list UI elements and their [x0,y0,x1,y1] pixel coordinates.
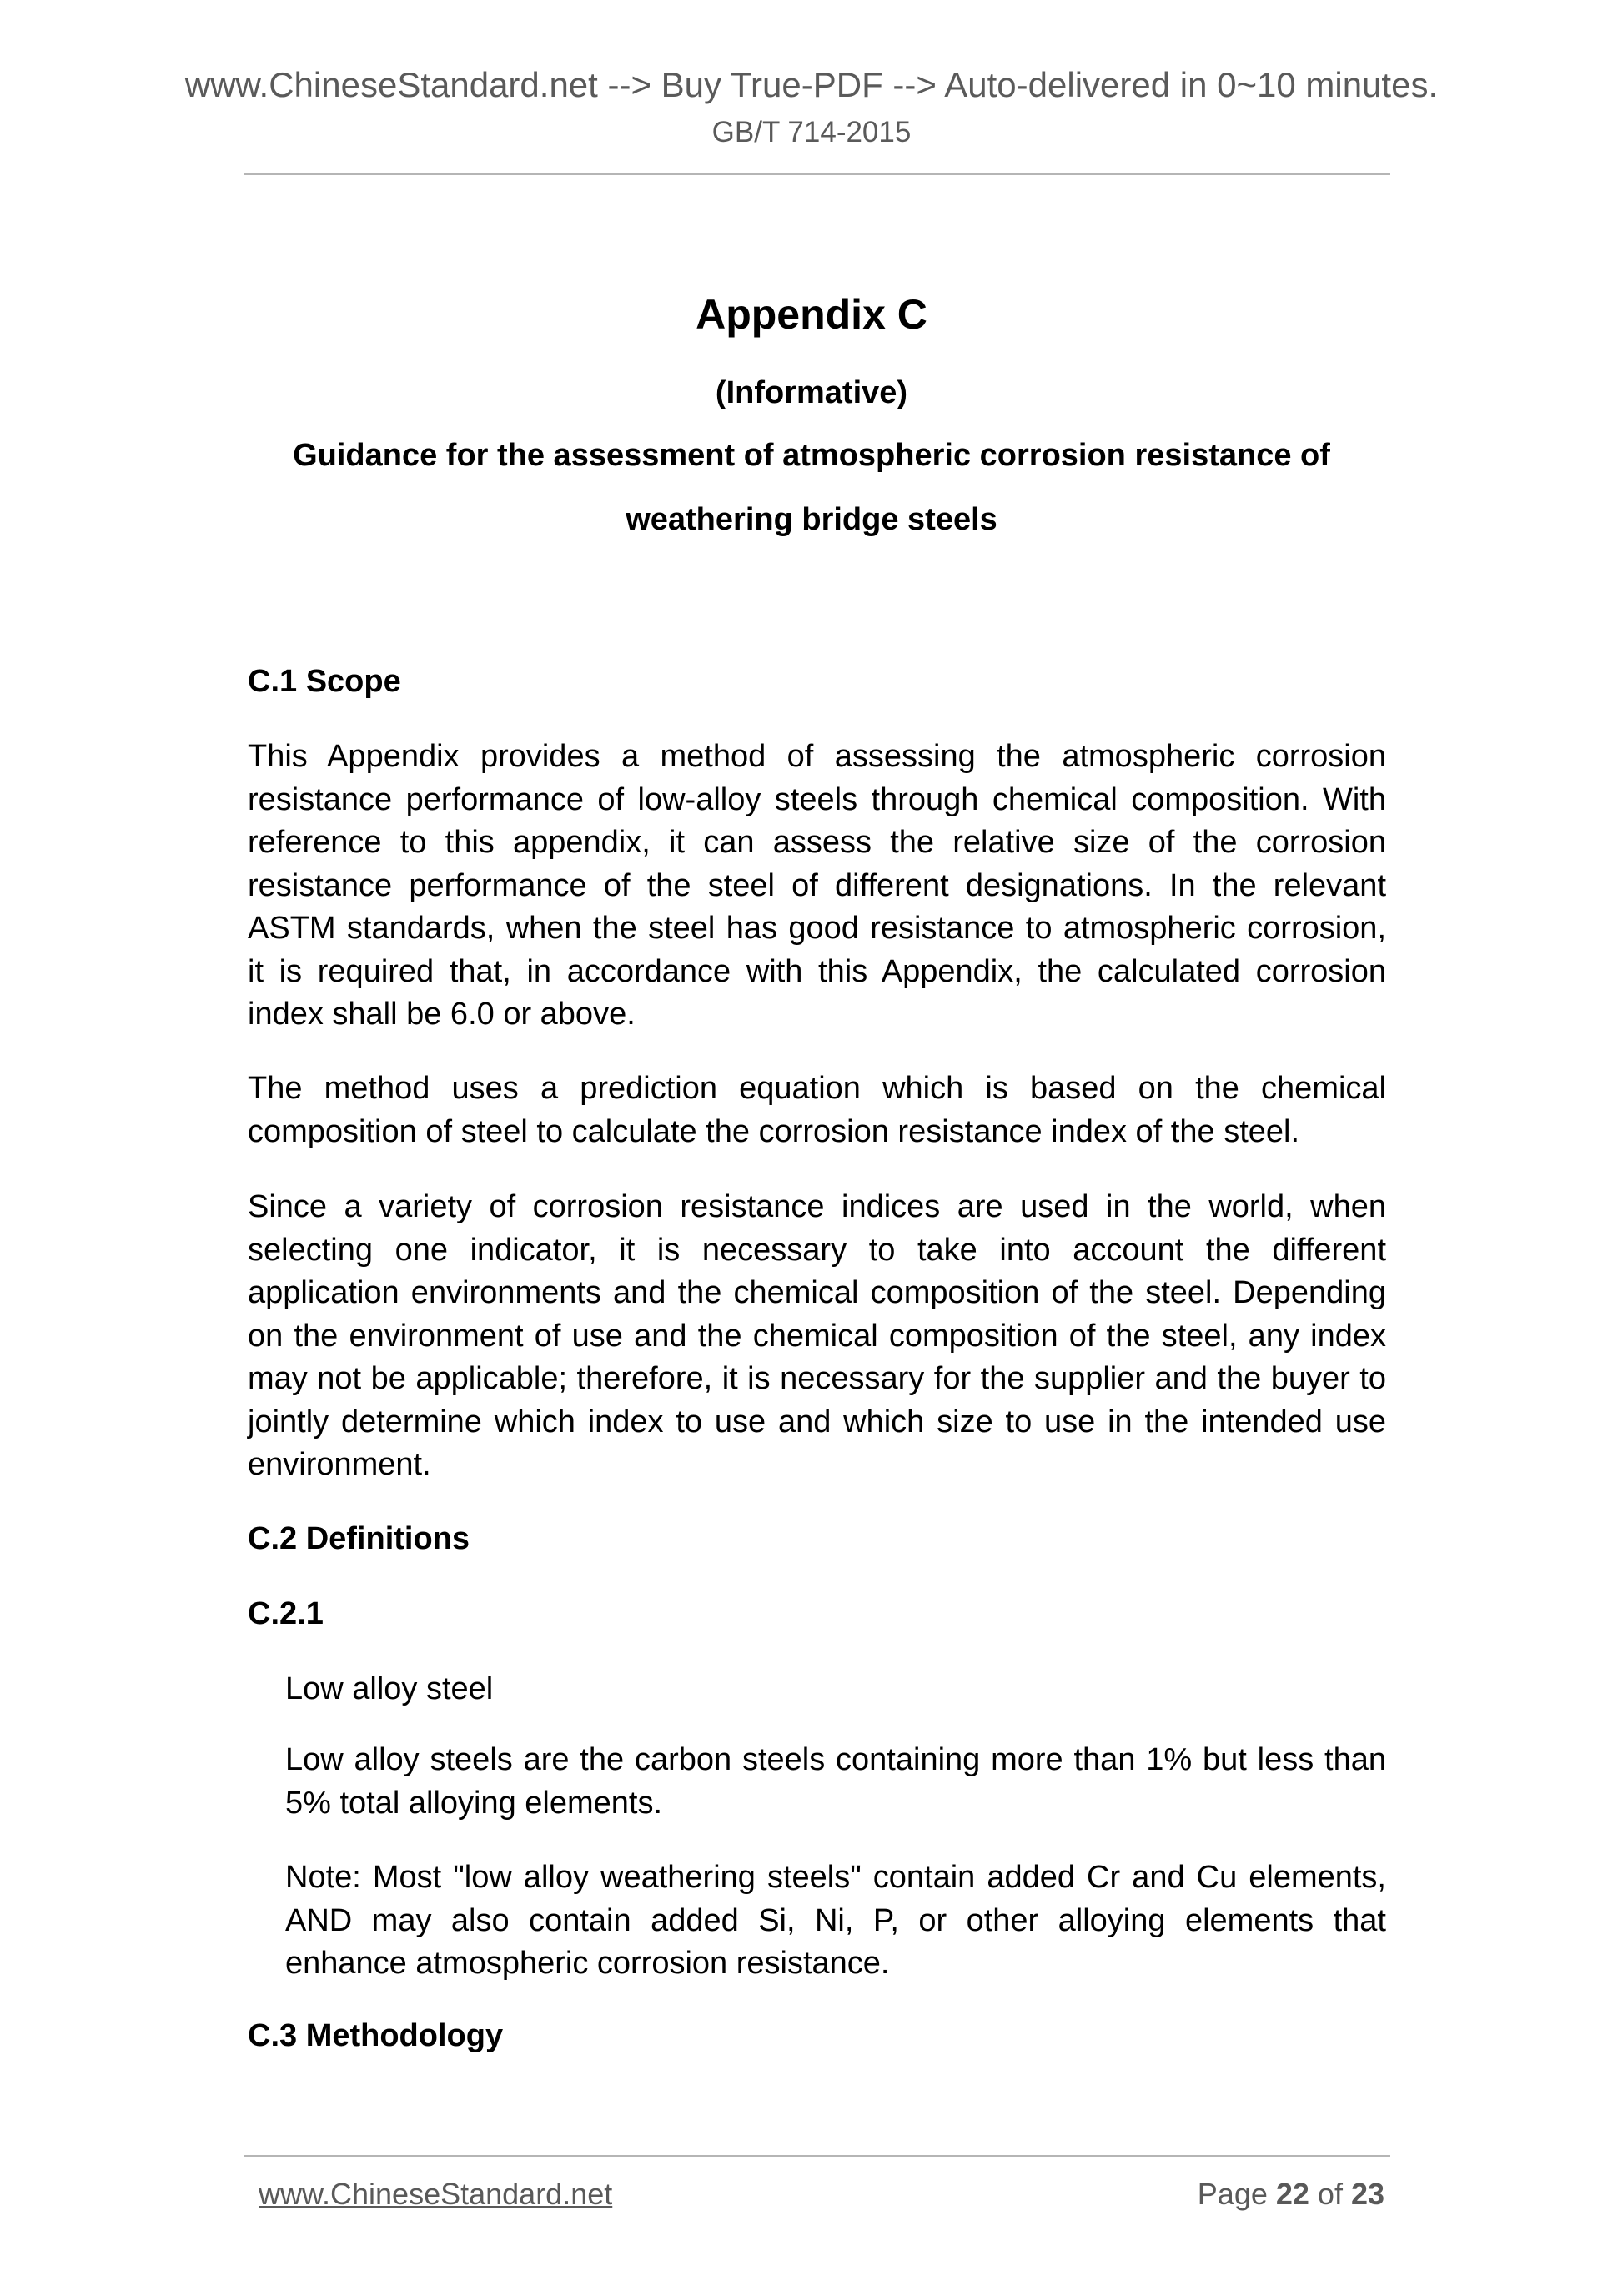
appendix-heading-line1: Guidance for the assessment of atmospheric corrosion resistance of [293,438,1330,473]
page-current: 22 [1275,2177,1309,2211]
footer-website-link[interactable]: www.ChineseStandard.net [259,2177,613,2211]
section-c1-title: C.1 Scope [248,664,401,699]
appendix-heading-line2: weathering bridge steels [626,502,997,537]
header-banner: www.ChineseStandard.net --> Buy True-PDF --> Auto-delivered in 0~10 minutes. [184,65,1439,104]
page-prefix: Page [1197,2177,1276,2211]
appendix-title: Appendix C [696,291,927,338]
section-c1-paragraph-3: Since a variety of corrosion resistance indices are used in the world, when selecting one indicator, it is necessary to take into account the different application environments and the chemical composition of the steel. Depending on the environment of use and the chemical composition of the steel, any index may not be applicable; therefore, it is necessary for the supplier and the buyer to jointly determine which index to use and which size to use in the intended use environment. [248,1189,1386,1482]
footer-divider [244,2155,1390,2157]
term-note: Note: Most "low alloy weathering steels" contain added Cr and Cu elements, AND may also contain added Si, Ni, P, or other alloying elements that enhance atmospheric corrosion resistance. [285,1860,1386,1981]
section-c2-title: C.2 Definitions [248,1521,470,1556]
term-definition: Low alloy steels are the carbon steels containing more than 1% but less than 5% total alloying elements. [285,1742,1386,1821]
section-c21-title: C.2.1 [248,1596,324,1631]
appendix-subtitle: (Informative) [715,375,908,410]
section-c3-title: C.3 Methodology [248,2018,504,2053]
page-number [1198,2177,1384,2212]
header-divider [244,173,1390,175]
section-c1-paragraph-1: This Appendix provides a method of assessing the atmospheric corrosion resistance performance of low-alloy steels through chemical composition. With reference to this appendix, it can assess the relative size of the corrosion resistance performance of the steel of different designations. In the relevant ASTM standards, when the steel has good resistance to atmospheric corrosion, it is required that, in accordance with this Appendix, the calculated corrosion index shall be 6.0 or above. [248,739,1386,1032]
section-c1-paragraph-2: The method uses a prediction equation which is based on the chemical composition of steel to calculate the corrosion resistance index of the steel. [248,1071,1386,1149]
page-of: of [1309,2177,1351,2211]
document-code: GB/T 714-2015 [711,116,912,148]
page-total: 23 [1350,2177,1384,2211]
term-low-alloy-steel: Low alloy steel [285,1671,494,1706]
